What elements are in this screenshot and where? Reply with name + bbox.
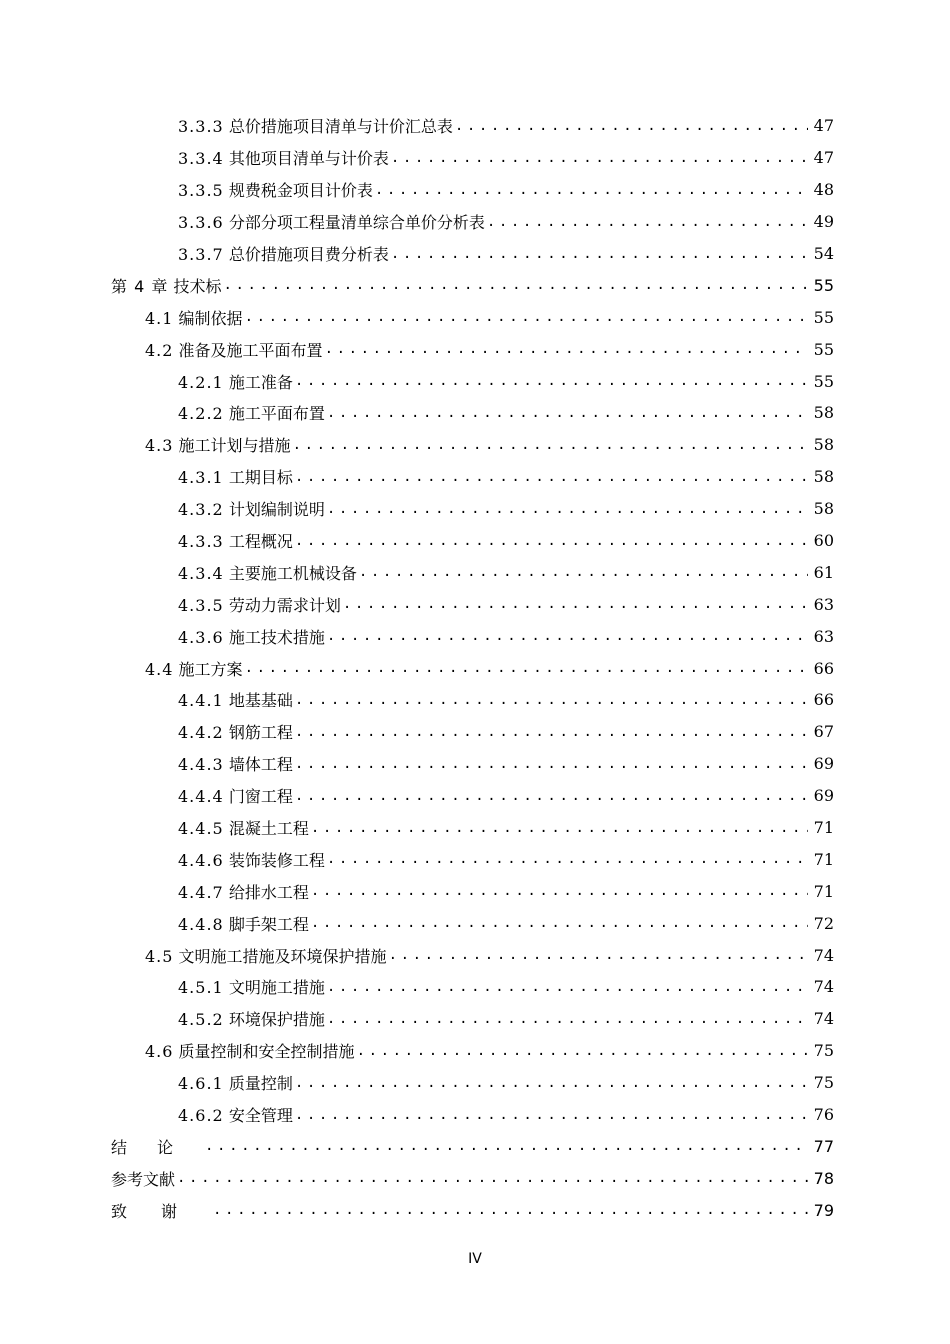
toc-dot-leader <box>327 851 808 867</box>
toc-entry-title: 编制依据 <box>178 308 243 328</box>
toc-dot-leader <box>295 469 808 485</box>
toc-dot-leader <box>327 1011 808 1027</box>
toc-entry-title: 分部分项工程量清单综合单价分析表 <box>228 213 485 233</box>
toc-dot-leader <box>213 1202 808 1218</box>
toc-entry-label <box>178 1103 293 1126</box>
toc-entry-number: 4.4.5 <box>178 819 224 839</box>
toc-entry[interactable] <box>0 461 950 493</box>
toc-dot-leader <box>487 214 808 230</box>
toc-dot-leader <box>293 437 808 453</box>
toc-entry-title: 计划编制说明 <box>228 500 325 520</box>
toc-entry-title: 文明施工措施 <box>228 978 325 998</box>
toc-entry-label <box>178 912 309 935</box>
toc-entry-page: 63 <box>813 626 834 646</box>
toc-entry-number: 3.3.7 <box>178 245 224 264</box>
toc-entry-title: 地基基础 <box>228 691 293 711</box>
toc-entry-page: 49 <box>813 212 834 232</box>
toc-dot-leader <box>311 883 808 899</box>
toc-entry[interactable] <box>0 620 950 652</box>
toc-entry-page: 55 <box>813 371 834 391</box>
toc-entry-title: 劳动力需求计划 <box>228 595 341 615</box>
toc-entry[interactable] <box>0 397 950 429</box>
toc-entry-page: 71 <box>813 881 834 901</box>
toc-entry[interactable] <box>0 652 950 684</box>
toc-entry-number: 3.3.6 <box>178 213 224 233</box>
toc-entry-title: 质量控制和安全控制措施 <box>178 1042 355 1062</box>
toc-entry-page: 71 <box>813 849 834 869</box>
toc-entry-number: 4.3.5 <box>178 595 224 615</box>
toc-entry-title: 施工技术措施 <box>228 627 325 647</box>
toc-entry-label <box>178 625 325 648</box>
toc-entry[interactable] <box>0 843 950 875</box>
toc-entry-number: 4.2.2 <box>178 404 224 424</box>
toc-entry[interactable] <box>0 1162 950 1194</box>
toc-entry-number: 4.3.1 <box>178 468 224 488</box>
toc-entry-title: 总价措施项目费分析表 <box>228 245 389 264</box>
toc-dot-leader <box>295 756 808 772</box>
toc-entry[interactable] <box>0 556 950 588</box>
toc-entry-label <box>178 1071 293 1094</box>
toc-entry-title: 主要施工机械设备 <box>228 563 357 583</box>
toc-entry-page: 58 <box>813 403 834 423</box>
toc-entry-title: 工程概况 <box>228 532 293 552</box>
toc-entry-label <box>178 242 389 265</box>
toc-entry-page: 75 <box>813 1041 834 1061</box>
toc-entry-label <box>178 529 293 552</box>
toc-entry-label <box>178 688 293 711</box>
toc-entry-page: 79 <box>813 1200 834 1220</box>
toc-entry-title: 施工方案 <box>178 659 243 679</box>
toc-entry-title: 门窗工程 <box>228 787 293 807</box>
toc-entry-page: 78 <box>813 1168 834 1188</box>
toc-dot-leader <box>343 596 808 612</box>
toc-entry-title: 技术标 <box>173 276 222 296</box>
toc-dot-leader <box>455 118 808 134</box>
toc-entry-number: 4.5.2 <box>178 1010 224 1030</box>
toc-entry-number: 4.2 <box>145 340 174 360</box>
toc-entry-page: 61 <box>813 562 834 582</box>
toc-entry-number: 4.4.3 <box>178 755 224 775</box>
toc-entry-title: 参考文献 <box>111 1169 176 1189</box>
toc-entry-number: 4.3.4 <box>178 563 224 583</box>
toc-entry-number: 4.4.2 <box>178 723 224 743</box>
toc-dot-leader <box>205 1138 808 1154</box>
toc-entry[interactable] <box>0 1003 950 1035</box>
toc-entry-title: 装饰装修工程 <box>228 850 325 870</box>
toc-entry-title: 工期目标 <box>228 468 293 488</box>
toc-entry-page: 67 <box>813 722 834 742</box>
toc-entry-label <box>178 210 485 233</box>
toc-dot-leader <box>359 564 808 580</box>
toc-entry-number: 4.4 <box>145 659 174 679</box>
toc-entry-title: 施工平面布置 <box>228 404 325 424</box>
toc-dot-leader <box>389 947 808 963</box>
toc-entry-title: 安全管理 <box>228 1106 293 1126</box>
toc-entry-title: 结论 <box>111 1137 204 1157</box>
toc-entry-page: 69 <box>813 754 834 774</box>
toc-entry-page: 72 <box>813 913 834 933</box>
toc-entry[interactable] <box>0 1099 950 1131</box>
toc-dot-leader <box>295 1075 808 1091</box>
toc-entry-label <box>178 561 357 584</box>
toc-entry-label <box>178 975 325 998</box>
toc-dot-leader <box>245 660 808 676</box>
toc-entry-label <box>145 944 387 967</box>
toc-entry-page: 69 <box>813 786 834 806</box>
toc-entry-page: 74 <box>813 1009 834 1029</box>
toc-entry-label <box>178 880 309 903</box>
toc-entry-number: 4.5 <box>145 946 174 966</box>
toc-entry-label <box>145 433 291 456</box>
toc-entry-label <box>178 497 325 520</box>
toc-entry-number: 4.2.1 <box>178 372 224 392</box>
toc-entry-number: 4.3.6 <box>178 627 224 647</box>
toc-entry-label <box>145 657 243 680</box>
toc-dot-leader <box>327 628 808 644</box>
toc-entry-page: 55 <box>813 339 834 359</box>
toc-entry[interactable] <box>0 333 950 365</box>
toc-entry-title: 总价措施项目清单与计价汇总表 <box>228 117 453 137</box>
toc-entry-label <box>111 274 221 297</box>
toc-entry-label <box>178 1007 325 1030</box>
table-of-contents <box>0 110 950 1226</box>
toc-entry[interactable] <box>0 1035 950 1067</box>
toc-entry[interactable] <box>0 1194 950 1226</box>
toc-entry-label <box>178 465 293 488</box>
toc-entry-number: 4.4.4 <box>178 787 224 807</box>
toc-entry[interactable] <box>0 716 950 748</box>
toc-entry-label <box>178 593 341 616</box>
toc-entry-number: 4.4.7 <box>178 882 224 902</box>
toc-dot-leader <box>325 341 808 357</box>
toc-dot-leader <box>295 788 808 804</box>
toc-entry[interactable] <box>0 174 950 206</box>
toc-entry-number: 4.4.8 <box>178 914 224 934</box>
toc-entry-label <box>145 1039 355 1062</box>
toc-entry[interactable] <box>0 301 950 333</box>
toc-dot-leader <box>223 277 808 293</box>
toc-entry-title: 施工准备 <box>228 372 293 392</box>
toc-entry-title: 其他项目清单与计价表 <box>228 149 389 169</box>
toc-entry[interactable] <box>0 588 950 620</box>
toc-entry-label <box>145 306 243 329</box>
toc-dot-leader <box>295 373 808 389</box>
toc-entry-page: 66 <box>813 658 834 678</box>
toc-entry-title: 致谢 <box>111 1201 212 1221</box>
toc-entry-title: 环境保护措施 <box>228 1010 325 1030</box>
toc-entry[interactable] <box>0 525 950 557</box>
toc-entry-title: 规费税金项目计价表 <box>228 181 373 201</box>
toc-entry-page: 66 <box>813 690 834 710</box>
toc-entry-title: 给排水工程 <box>228 882 309 902</box>
toc-entry-number: 3.3.5 <box>178 181 224 201</box>
toc-entry-page: 58 <box>813 467 834 487</box>
toc-entry-page: 48 <box>813 180 834 200</box>
toc-entry-page: 54 <box>813 244 834 263</box>
toc-entry-number: 4.1 <box>145 308 174 328</box>
toc-entry-page: 76 <box>813 1105 834 1125</box>
toc-entry-number: 4.6.1 <box>178 1074 224 1094</box>
toc-entry-number: 3.3.3 <box>178 117 224 137</box>
toc-entry-page: 74 <box>813 945 834 965</box>
toc-entry-label <box>111 1199 211 1222</box>
toc-dot-leader <box>391 246 808 262</box>
toc-entry[interactable] <box>0 142 950 174</box>
toc-entry-label <box>178 784 293 807</box>
toc-entry-page: 47 <box>813 116 834 136</box>
toc-entry-number: 4.3.2 <box>178 500 224 520</box>
toc-entry-page: 55 <box>813 307 834 327</box>
toc-dot-leader <box>295 1107 808 1123</box>
toc-entry[interactable] <box>0 365 950 397</box>
toc-entry-number: 4.6.2 <box>178 1106 224 1126</box>
toc-entry-title: 墙体工程 <box>228 755 293 775</box>
toc-entry-number: 第 4 章 <box>111 276 169 296</box>
toc-entry[interactable] <box>0 110 950 142</box>
toc-entry[interactable] <box>0 907 950 939</box>
toc-entry-number: 4.4.1 <box>178 691 224 711</box>
toc-entry[interactable] <box>0 812 950 844</box>
toc-entry-label <box>178 370 293 393</box>
toc-entry[interactable] <box>0 493 950 525</box>
toc-entry-number: 4.6 <box>145 1042 174 1062</box>
toc-dot-leader <box>391 150 808 166</box>
toc-entry-page: 58 <box>813 435 834 455</box>
toc-entry-label <box>111 1135 203 1158</box>
toc-entry[interactable] <box>0 269 950 301</box>
toc-dot-leader <box>295 724 808 740</box>
toc-entry-number: 3.3.4 <box>178 149 224 169</box>
toc-entry-label <box>178 816 309 839</box>
toc-dot-leader <box>311 820 808 836</box>
toc-entry-label <box>178 114 453 137</box>
toc-entry[interactable] <box>0 875 950 907</box>
toc-entry-number: 4.3 <box>145 436 174 456</box>
toc-entry-page: 77 <box>813 1136 834 1156</box>
toc-dot-leader <box>177 1170 808 1186</box>
toc-dot-leader <box>327 979 808 995</box>
toc-entry-page: 71 <box>813 818 834 838</box>
toc-entry-title: 脚手架工程 <box>228 914 309 934</box>
toc-entry-label <box>111 1167 175 1190</box>
toc-dot-leader <box>295 533 808 549</box>
toc-entry-label <box>178 752 293 775</box>
toc-dot-leader <box>375 182 808 198</box>
footer-page-number: IV <box>468 1251 482 1267</box>
toc-entry-page: 60 <box>813 531 834 551</box>
toc-entry-page: 55 <box>813 275 834 295</box>
toc-entry-page: 75 <box>813 1073 834 1093</box>
toc-entry[interactable] <box>0 939 950 971</box>
toc-entry-title: 混凝土工程 <box>228 819 309 839</box>
toc-entry-page: 47 <box>813 148 834 168</box>
toc-entry[interactable] <box>0 238 950 270</box>
toc-entry-label <box>178 178 373 201</box>
toc-entry-title: 文明施工措施及环境保护措施 <box>178 946 387 966</box>
toc-dot-leader <box>245 309 808 325</box>
toc-entry-page: 58 <box>813 499 834 519</box>
toc-dot-leader <box>357 1043 808 1059</box>
toc-entry[interactable] <box>0 971 950 1003</box>
toc-entry[interactable] <box>0 684 950 716</box>
toc-entry[interactable] <box>0 748 950 780</box>
toc-dot-leader <box>311 915 808 931</box>
toc-entry-page: 63 <box>813 594 834 614</box>
toc-entry-title: 质量控制 <box>228 1074 293 1094</box>
toc-entry-label <box>178 401 325 424</box>
toc-entry[interactable] <box>0 780 950 812</box>
toc-entry-label <box>178 848 325 871</box>
toc-entry-title: 准备及施工平面布置 <box>178 340 323 360</box>
toc-entry-page: 74 <box>813 977 834 997</box>
toc-entry-number: 4.5.1 <box>178 978 224 998</box>
toc-entry-title: 钢筋工程 <box>228 723 293 743</box>
toc-entry-number: 4.4.6 <box>178 850 224 870</box>
toc-entry[interactable] <box>0 206 950 238</box>
toc-dot-leader <box>327 501 808 517</box>
toc-entry-title: 施工计划与措施 <box>178 436 291 456</box>
toc-entry[interactable] <box>0 1067 950 1099</box>
toc-entry[interactable] <box>0 1131 950 1163</box>
toc-entry-label <box>178 146 389 169</box>
toc-entry-label <box>178 720 293 743</box>
toc-entry-label <box>145 338 323 361</box>
toc-dot-leader <box>327 405 808 421</box>
toc-dot-leader <box>295 692 808 708</box>
toc-entry-number: 4.3.3 <box>178 532 224 552</box>
toc-entry[interactable] <box>0 429 950 461</box>
